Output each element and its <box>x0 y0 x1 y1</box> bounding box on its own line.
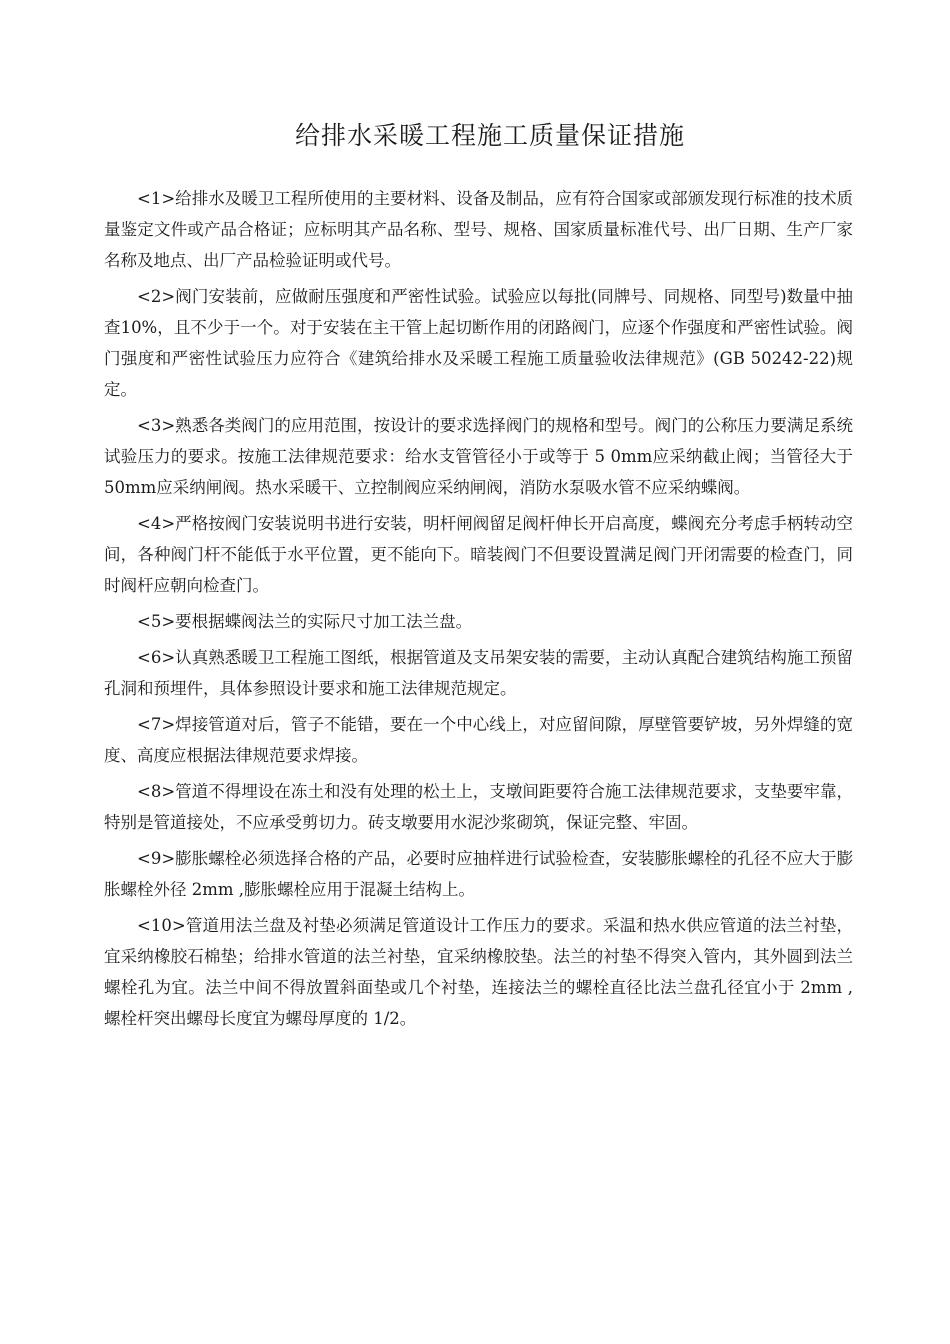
paragraph-6: <6>认真熟悉暖卫工程施工图纸，根据管道及支吊架安装的需要，主动认真配合建筑结构施工预留孔洞和预埋件，具体参照设计要求和施工法律规范规定。 <box>104 648 853 698</box>
paragraph-5: <5>要根据蝶阀法兰的实际尺寸加工法兰盘。 <box>137 612 473 631</box>
document-body <box>104 183 853 1039</box>
paragraph-10: <10>管道用法兰盘及衬垫必须满足管道设计工作压力的要求。采温和热水供应管道的法兰衬垫，宜采纳橡胶石棉垫；给排水管道的法兰衬垫，宜采纳橡胶垫。法兰的衬垫不得突入管内，其外圆到法兰螺栓孔为宜。法兰中间不得放置斜面垫或几个衬垫，连接法兰的螺栓直径比法兰盘孔径宜小于 2mm ,螺栓杆突出螺母长度宜为螺母厚度的 1/2。 <box>104 916 853 1028</box>
paragraph-2: <2>阀门安装前，应做耐压强度和严密性试验。试验应以每批(同牌号、同规格、同型号)数量中抽查10%，且不少于一个。对于安装在主干管上起切断作用的闭路阀门，应逐个作强度和严密性试验。阀门强度和严密性试验压力应符合《建筑给排水及采暖工程施工质量验收法律规范》(GB 50242-22)规定。 <box>104 287 853 399</box>
paragraph-8: <8>管道不得埋设在冻土和没有处理的松土上，支墩间距要符合施工法律规范要求，支垫要牢靠，特别是管道接处，不应承受剪切力。砖支墩要用水泥沙浆砌筑，保证完整、牢固。 <box>104 782 853 832</box>
paragraph-1: <1>给排水及暖卫工程所使用的主要材料、设备及制品，应有符合国家或部颁发现行标准的技术质量鉴定文件或产品合格证；应标明其产品名称、型号、规格、国家质量标准代号、出厂日期、生产厂家名称及地点、出厂产品检验证明或代号。 <box>104 189 853 270</box>
paragraph-3: <3>熟悉各类阀门的应用范围，按设计的要求选择阀门的规格和型号。阀门的公称压力要满足系统试验压力的要求。按施工法律规范要求：给水支管管径小于或等于 5 0mm应采纳截止阀；当管径大于50mm应采纳闸阀。热水采暖干、立控制阀应采纳闸阀，消防水泵吸水管不应采纳蝶阀。 <box>104 416 853 497</box>
paragraph-9: <9>膨胀螺栓必须选择合格的产品，必要时应抽样进行试验检查，安装膨胀螺栓的孔径不应大于膨胀螺栓外径 2mm ,膨胀螺栓应用于混凝土结构上。 <box>104 849 853 899</box>
paragraph-4: <4>严格按阀门安装说明书进行安装，明杆闸阀留足阀杆伸长开启高度，蝶阀充分考虑手柄转动空间，各种阀门杆不能低于水平位置，更不能向下。暗装阀门不但要设置满足阀门开闭需要的检查门，同时阀杆应朝向检查门。 <box>104 514 853 595</box>
document-title: 给排水采暖工程施工质量保证措施 <box>294 121 685 150</box>
paragraph-7: <7>焊接管道对后，管子不能错，要在一个中心线上，对应留间隙，厚壁管要铲坡，另外焊缝的宽度、高度应根据法律规范要求焊接。 <box>104 715 853 765</box>
